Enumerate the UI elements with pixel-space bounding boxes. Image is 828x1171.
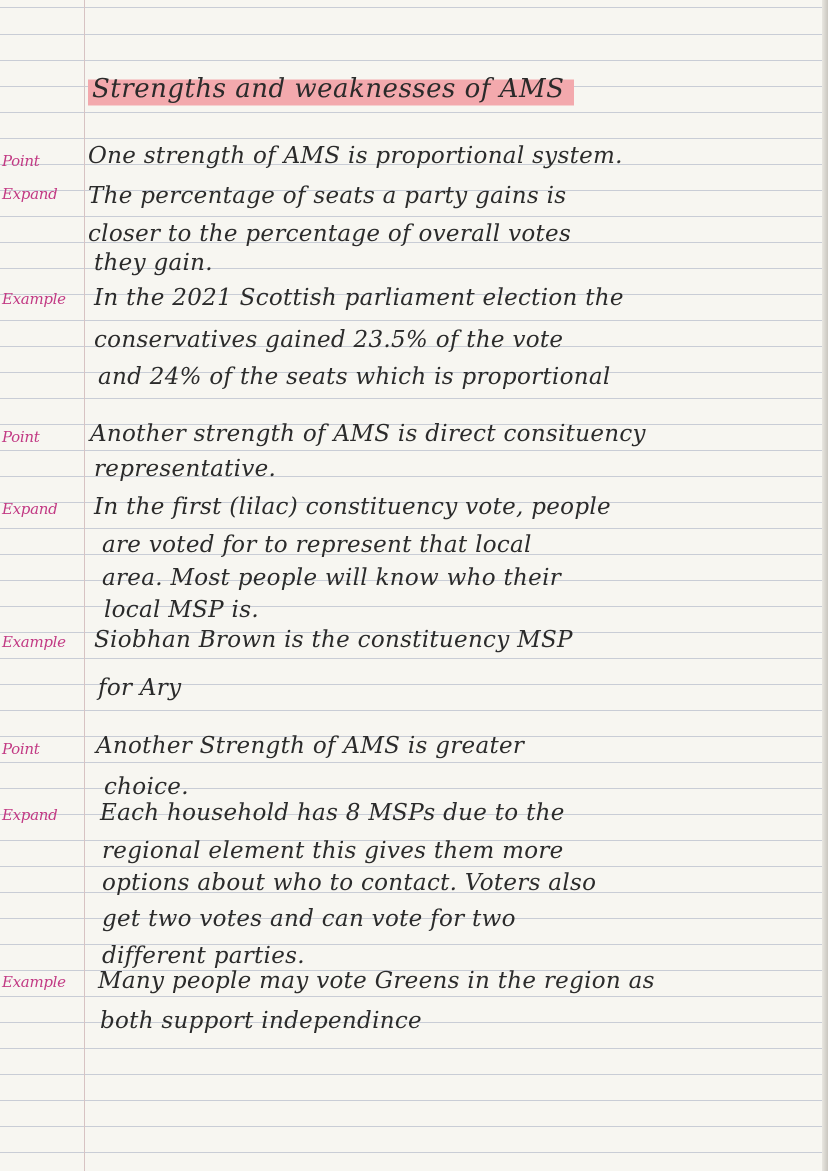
- text-line: In the first (lilac) constituency vote, people: [94, 494, 611, 520]
- text-line: options about who to contact. Voters also: [102, 870, 597, 896]
- text-line: regional element this gives them more: [102, 838, 564, 864]
- text-line: Each household has 8 MSPs due to the: [100, 800, 565, 826]
- label-point: Point: [2, 428, 40, 446]
- label-example: Example: [2, 973, 66, 991]
- label-expand: Expand: [2, 500, 58, 518]
- text-line: they gain.: [94, 250, 213, 276]
- label-example: Example: [2, 633, 66, 651]
- label-example: Example: [2, 290, 66, 308]
- text-line: local MSP is.: [104, 597, 259, 623]
- page-title: Strengths and weaknesses of AMS: [88, 72, 574, 114]
- label-expand: Expand: [2, 806, 58, 824]
- text-line: get two votes and can vote for two: [102, 906, 516, 932]
- text-line: Another Strength of AMS is greater: [96, 733, 525, 759]
- text-line: different parties.: [102, 943, 305, 969]
- text-line: One strength of AMS is proportional system.: [88, 143, 623, 169]
- text-line: closer to the percentage of overall votes: [88, 221, 572, 247]
- text-line: both support independince: [100, 1008, 422, 1034]
- text-line: area. Most people will know who their: [102, 565, 562, 591]
- text-line: and 24% of the seats which is proportional: [98, 364, 611, 390]
- text-line: In the 2021 Scottish parliament election the: [94, 285, 624, 311]
- label-expand: Expand: [2, 185, 58, 203]
- text-line: Siobhan Brown is the constituency MSP: [94, 627, 573, 653]
- text-line: Many people may vote Greens in the region as: [98, 968, 655, 994]
- text-line: are voted for to represent that local: [102, 532, 532, 558]
- text-line: for Ary: [98, 675, 182, 701]
- text-line: conservatives gained 23.5% of the vote: [94, 327, 564, 353]
- margin-line: [84, 0, 85, 1171]
- text-line: Another strength of AMS is direct consituency: [90, 421, 646, 447]
- label-point: Point: [2, 152, 40, 170]
- page-edge: [822, 0, 828, 1171]
- text-line: The percentage of seats a party gains is: [88, 183, 567, 209]
- text-line: choice.: [104, 774, 189, 800]
- text-line: representative.: [94, 456, 277, 482]
- label-point: Point: [2, 740, 40, 758]
